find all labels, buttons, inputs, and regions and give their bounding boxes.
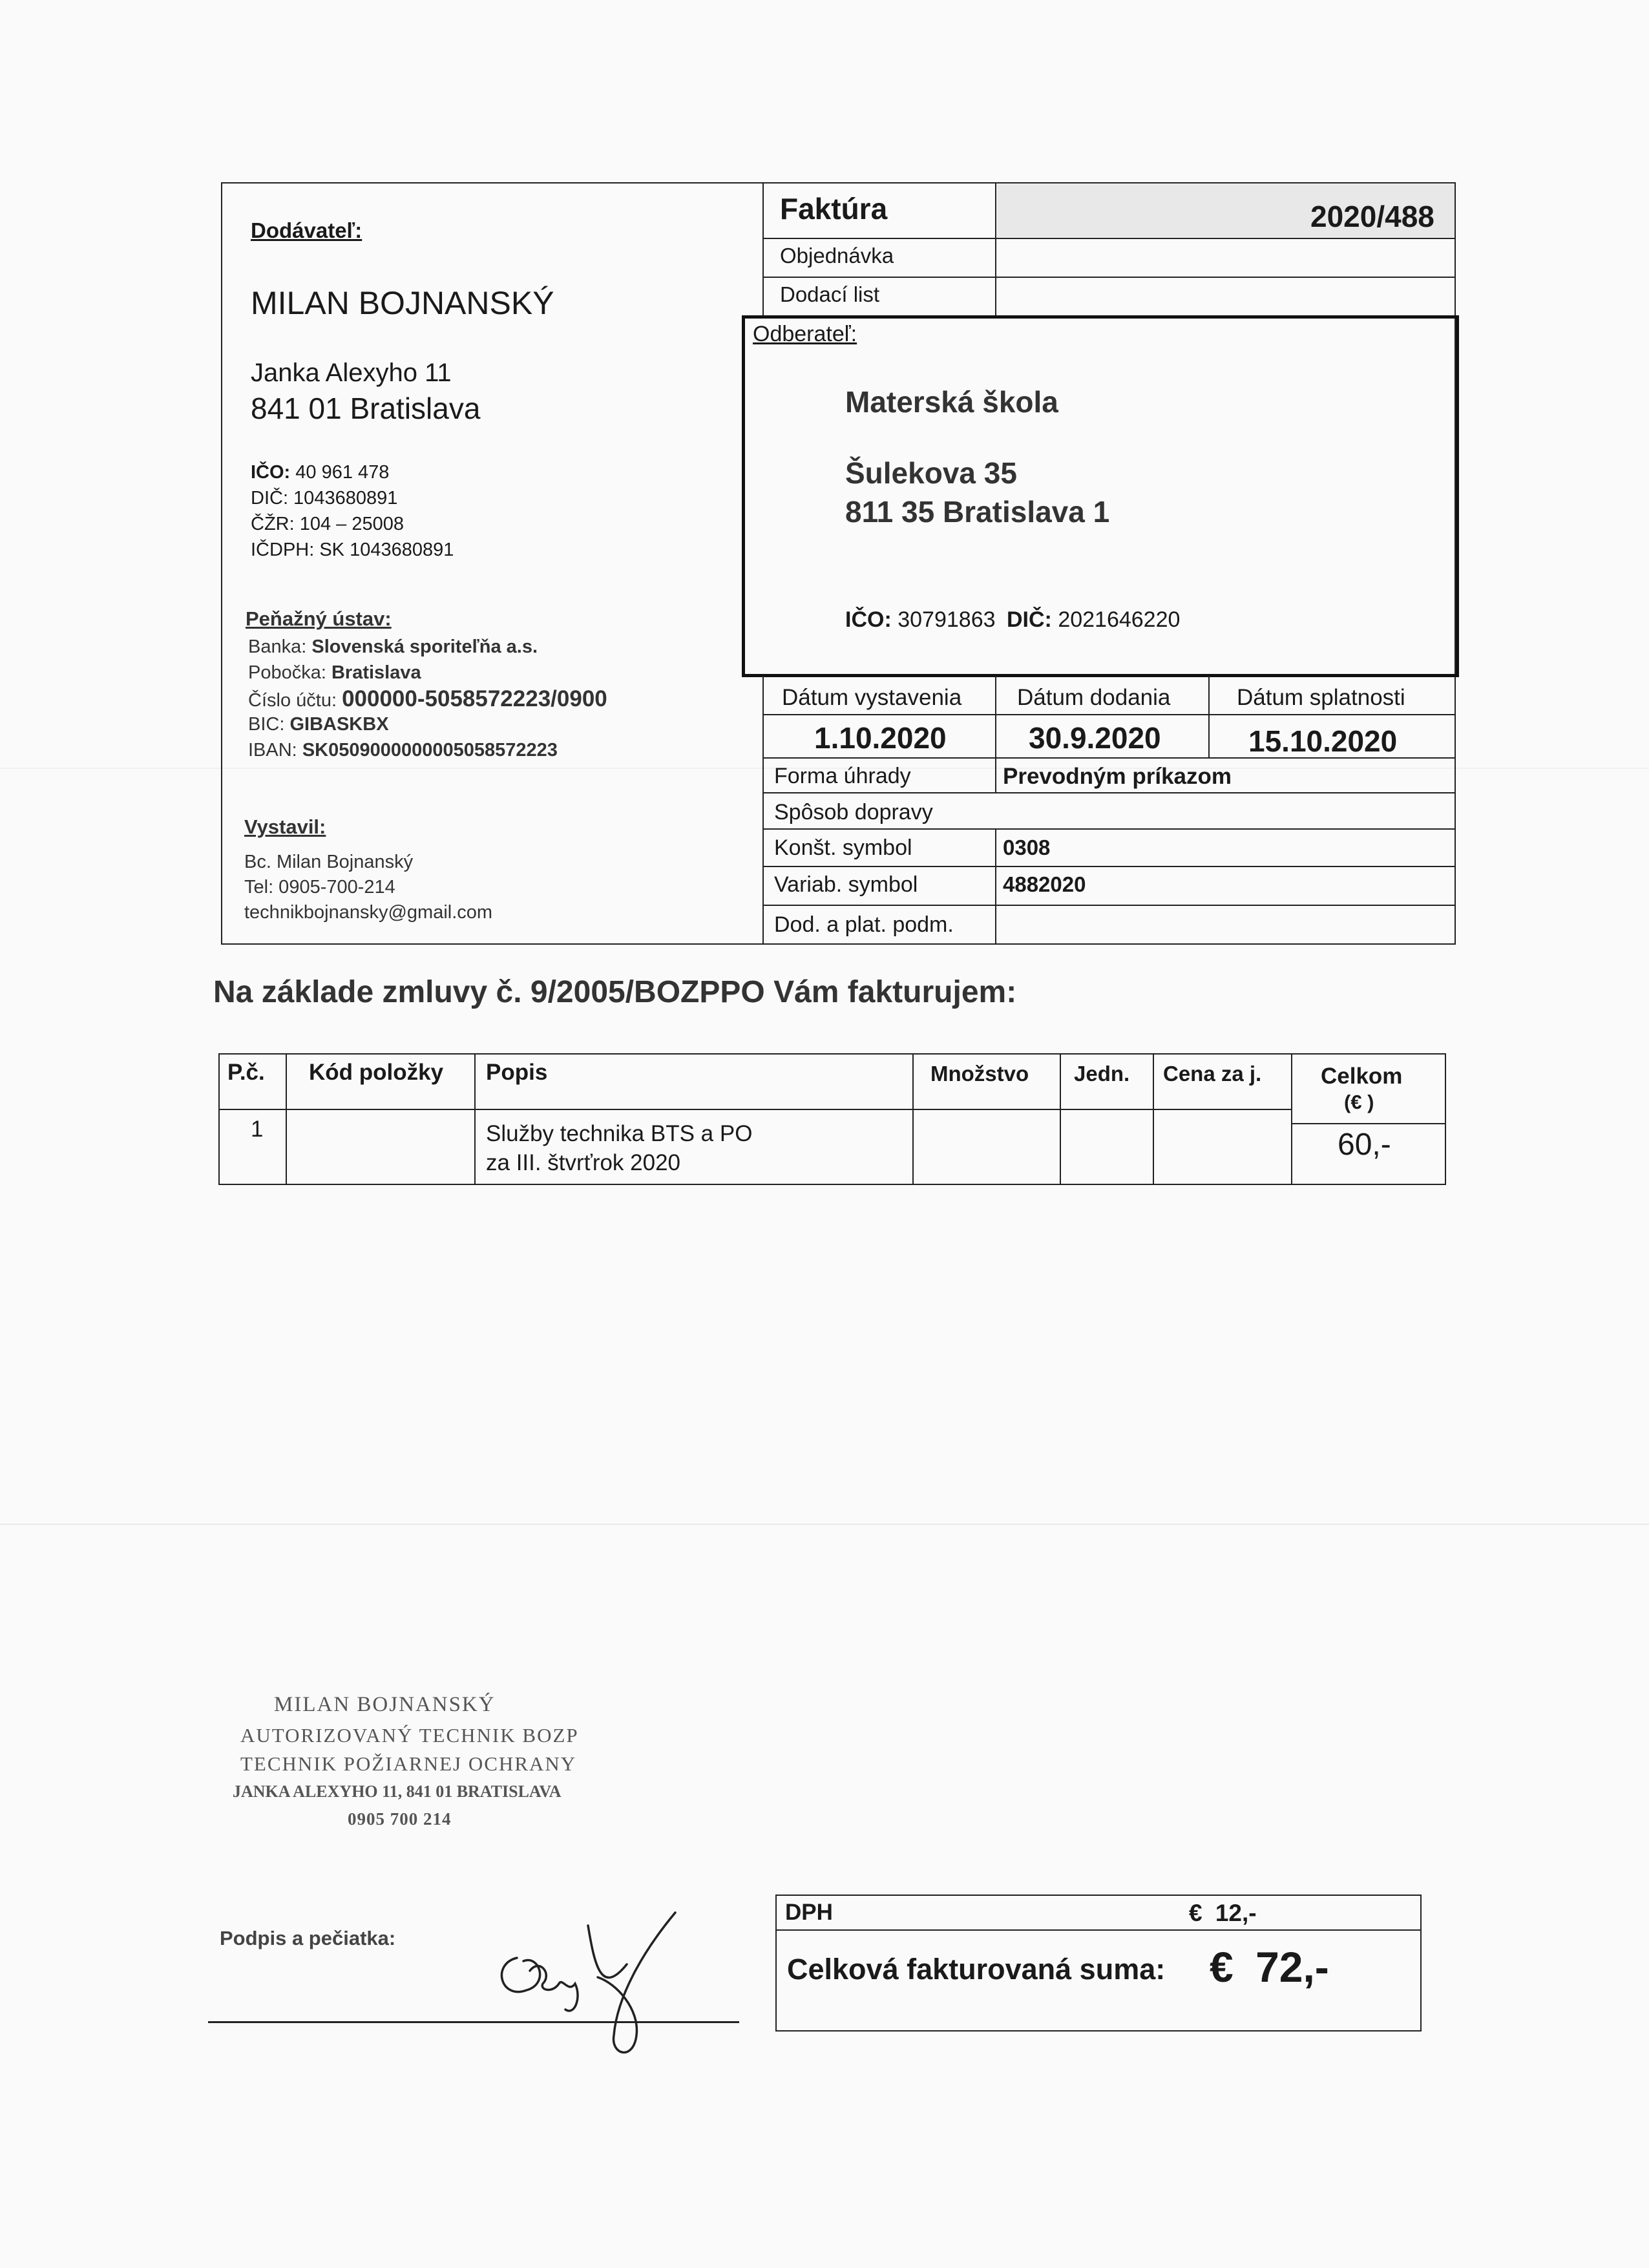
divider bbox=[775, 1929, 1422, 1931]
divider bbox=[912, 1053, 914, 1185]
customer-ico: 30791863 bbox=[898, 607, 996, 632]
divider bbox=[1291, 1053, 1292, 1185]
divider bbox=[1153, 1053, 1154, 1185]
col-header-pc: P.č. bbox=[227, 1060, 265, 1085]
divider bbox=[762, 866, 1456, 867]
divider bbox=[762, 238, 1456, 239]
bank-name bbox=[248, 636, 538, 658]
bank-bic-label: BIC: bbox=[248, 714, 285, 735]
transport-label: Spôsob dopravy bbox=[774, 800, 933, 824]
order-label: Objednávka bbox=[780, 244, 894, 268]
due-date-label: Dátum splatnosti bbox=[1237, 685, 1405, 710]
delivery-date: 30.9.2020 bbox=[1029, 721, 1161, 755]
supplier-dic: DIČ: 1043680891 bbox=[251, 488, 398, 509]
divider bbox=[218, 1109, 1291, 1110]
vat-amount bbox=[1189, 1900, 1257, 1927]
vat-currency: € bbox=[1189, 1900, 1203, 1926]
variable-symbol-label: Variab. symbol bbox=[774, 872, 918, 897]
customer-ico-label: IČO: bbox=[845, 607, 892, 632]
divider bbox=[762, 714, 1456, 715]
bank-branch bbox=[248, 662, 421, 684]
stamp-line-4: JANKA ALEXYHO 11, 841 01 BRATISLAVA bbox=[233, 1782, 562, 1801]
stamp-line-5: 0905 700 214 bbox=[348, 1809, 452, 1829]
divider bbox=[1291, 1123, 1446, 1124]
signature-line bbox=[208, 2021, 739, 2023]
supplier-name: MILAN BOJNANSKÝ bbox=[251, 285, 554, 321]
bank-iban bbox=[248, 740, 558, 761]
bank-name-value: Slovenská sporiteľňa a.s. bbox=[311, 636, 538, 657]
divider bbox=[995, 676, 996, 792]
customer-city: 811 35 Bratislava 1 bbox=[845, 495, 1110, 529]
terms-label: Dod. a plat. podm. bbox=[774, 912, 954, 937]
divider bbox=[1208, 676, 1210, 757]
row-total: 60,- bbox=[1338, 1128, 1391, 1162]
bank-name-label: Banka: bbox=[248, 636, 307, 657]
issuer-heading: Vystavil: bbox=[244, 815, 326, 838]
divider bbox=[762, 792, 1456, 793]
col-header-total: Celkom bbox=[1321, 1064, 1403, 1089]
bank-account-label: Číslo účtu: bbox=[248, 690, 337, 711]
row-description-line2: za III. štvrťrok 2020 bbox=[486, 1150, 681, 1175]
customer-ids bbox=[845, 607, 1180, 633]
stamp-line-2: AUTORIZOVANÝ TECHNIK BOZP bbox=[240, 1724, 579, 1747]
issuer-name: Bc. Milan Bojnanský bbox=[244, 852, 414, 872]
bank-account bbox=[248, 686, 607, 712]
payment-form-label: Forma úhrady bbox=[774, 764, 911, 788]
issuer-phone: Tel: 0905-700-214 bbox=[244, 877, 395, 898]
variable-symbol: 4882020 bbox=[1003, 872, 1086, 896]
total-amount bbox=[1210, 1942, 1329, 1991]
customer-dic-label: DIČ: bbox=[1006, 607, 1052, 632]
supplier-street: Janka Alexyho 11 bbox=[251, 359, 452, 387]
col-header-code: Kód položky bbox=[309, 1060, 444, 1085]
issue-date-label: Dátum vystavenia bbox=[782, 685, 962, 710]
divider bbox=[474, 1053, 476, 1185]
row-description-line1: Služby technika BTS a PO bbox=[486, 1121, 753, 1146]
delivery-date-label: Dátum dodania bbox=[1017, 685, 1171, 710]
col-header-unit: Jedn. bbox=[1074, 1062, 1130, 1086]
supplier-city: 841 01 Bratislava bbox=[251, 392, 481, 425]
supplier-ico-label: IČO: bbox=[251, 462, 291, 483]
bank-iban-value: SK0509000000005058572223 bbox=[302, 740, 558, 761]
delivery-note-label: Dodací list bbox=[780, 282, 880, 306]
total-currency: € bbox=[1210, 1943, 1234, 1991]
divider bbox=[286, 1053, 287, 1185]
supplier-icdph: IČDPH: SK 1043680891 bbox=[251, 540, 454, 560]
col-header-total-unit: (€ ) bbox=[1344, 1091, 1374, 1113]
supplier-ico-value: 40 961 478 bbox=[295, 462, 390, 483]
payment-form: Prevodným príkazom bbox=[1003, 764, 1232, 789]
issue-date: 1.10.2020 bbox=[814, 721, 947, 755]
total-value: 72,- bbox=[1255, 1943, 1329, 1991]
total-label: Celková fakturovaná suma: bbox=[787, 1953, 1166, 1986]
bank-branch-value: Bratislava bbox=[331, 662, 421, 683]
bank-heading: Peňažný ústav: bbox=[246, 607, 392, 630]
supplier-czr: ČŽR: 104 – 25008 bbox=[251, 514, 404, 534]
constant-symbol-label: Konšt. symbol bbox=[774, 835, 912, 860]
invoice-number: 2020/488 bbox=[1310, 200, 1434, 233]
supplier-ico bbox=[251, 462, 389, 483]
row-pc: 1 bbox=[251, 1117, 264, 1142]
invoice-title: Faktúra bbox=[780, 192, 888, 226]
stamp-line-3: TECHNIK POŽIARNEJ OCHRANY bbox=[240, 1752, 577, 1775]
constant-symbol: 0308 bbox=[1003, 835, 1051, 859]
divider bbox=[995, 828, 996, 945]
invoice-intro: Na základe zmluvy č. 9/2005/BOZPPO Vám fakturujem: bbox=[213, 975, 1017, 1009]
divider bbox=[762, 905, 1456, 906]
signature-label: Podpis a pečiatka: bbox=[220, 1927, 396, 1949]
due-date: 15.10.2020 bbox=[1248, 724, 1398, 758]
divider bbox=[762, 277, 1456, 278]
divider bbox=[995, 182, 996, 317]
signature-drawing bbox=[478, 1887, 698, 2061]
issuer-email: technikbojnansky@gmail.com bbox=[244, 902, 493, 923]
divider bbox=[762, 182, 764, 317]
divider bbox=[762, 828, 1456, 830]
customer-name: Materská škola bbox=[845, 385, 1058, 419]
col-header-quantity: Množstvo bbox=[930, 1062, 1029, 1086]
col-header-unit-price: Cena za j. bbox=[1163, 1062, 1262, 1086]
divider bbox=[1060, 1053, 1061, 1185]
bank-account-value: 000000-5058572223/0900 bbox=[342, 686, 607, 711]
customer-heading: Odberateľ: bbox=[753, 322, 857, 346]
customer-street: Šulekova 35 bbox=[845, 456, 1017, 490]
vat-value: 12,- bbox=[1215, 1900, 1257, 1926]
customer-dic: 2021646220 bbox=[1058, 607, 1181, 632]
supplier-heading: Dodávateľ: bbox=[251, 218, 362, 242]
vat-label: DPH bbox=[785, 1900, 833, 1925]
bank-iban-label: IBAN: bbox=[248, 740, 297, 761]
paper-fold-line bbox=[0, 1524, 1649, 1525]
stamp-line-1: MILAN BOJNANSKÝ bbox=[274, 1693, 496, 1716]
bank-bic bbox=[248, 714, 389, 735]
bank-bic-value: GIBASKBX bbox=[289, 714, 389, 735]
col-header-description: Popis bbox=[486, 1060, 548, 1085]
bank-branch-label: Pobočka: bbox=[248, 662, 326, 683]
